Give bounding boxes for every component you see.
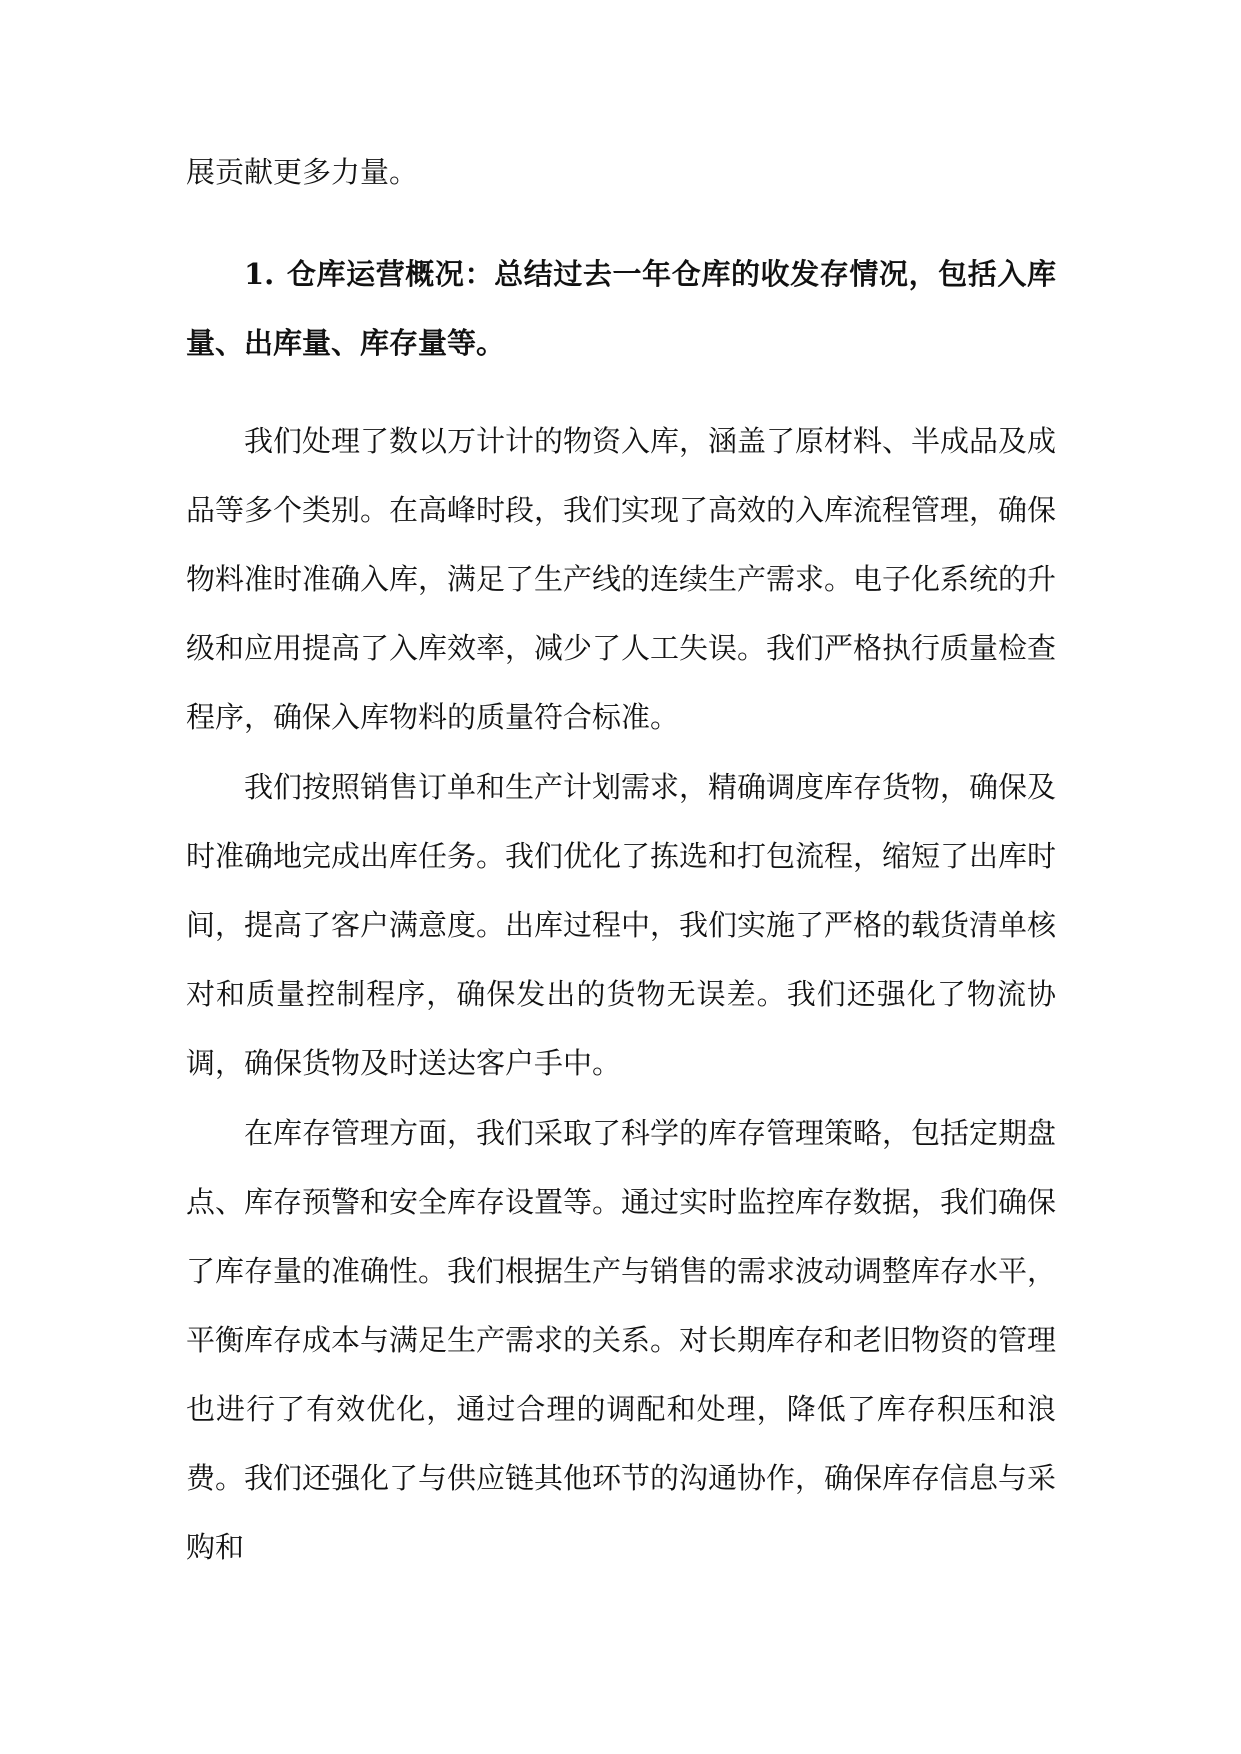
paragraph-outbound: 我们按照销售订单和生产计划需求，精确调度库存货物，确保及时准确地完成出库任务。我们优化了拣选和打包流程，缩短了出库时间，提高了客户满意度。出库过程中，我们实施了严格的载货清单核对和质量控制程序，确保发出的货物无误差。我们还强化了物流协调，确保货物及时送达客户手中。 bbox=[186, 770, 1057, 1080]
paragraph-inventory: 在库存管理方面，我们采取了科学的库存管理策略，包括定期盘点、库存预警和安全库存设置等。通过实时监控库存数据，我们确保了库存量的准确性。我们根据生产与销售的需求波动调整库存水平，平衡库存成本与满足生产需求的关系。对长期库存和老旧物资的管理也进行了有效优化，通过合理的调配和处理，降低了库存积压和浪费。我们还强化了与供应链其他环节的沟通协作，确保库存信息与采购和 bbox=[186, 1116, 1057, 1564]
continuation-text: 展贡献更多力量。 bbox=[186, 155, 419, 189]
section-heading bbox=[186, 240, 1056, 378]
section-heading-text: 仓库运营概况：总结过去一年仓库的收发存情况，包括入库量、出库量、库存量等。 bbox=[186, 257, 1056, 360]
section-heading-number: 1. bbox=[244, 257, 275, 291]
paragraph-inbound: 我们处理了数以万计计的物资入库，涵盖了原材料、半成品及成品等多个类别。在高峰时段，我们实现了高效的入库流程管理，确保物料准时准确入库，满足了生产线的连续生产需求。电子化系统的升级和应用提高了入库效率，减少了人工失误。我们严格执行质量检查程序，确保入库物料的质量符合标准。 bbox=[186, 424, 1057, 734]
